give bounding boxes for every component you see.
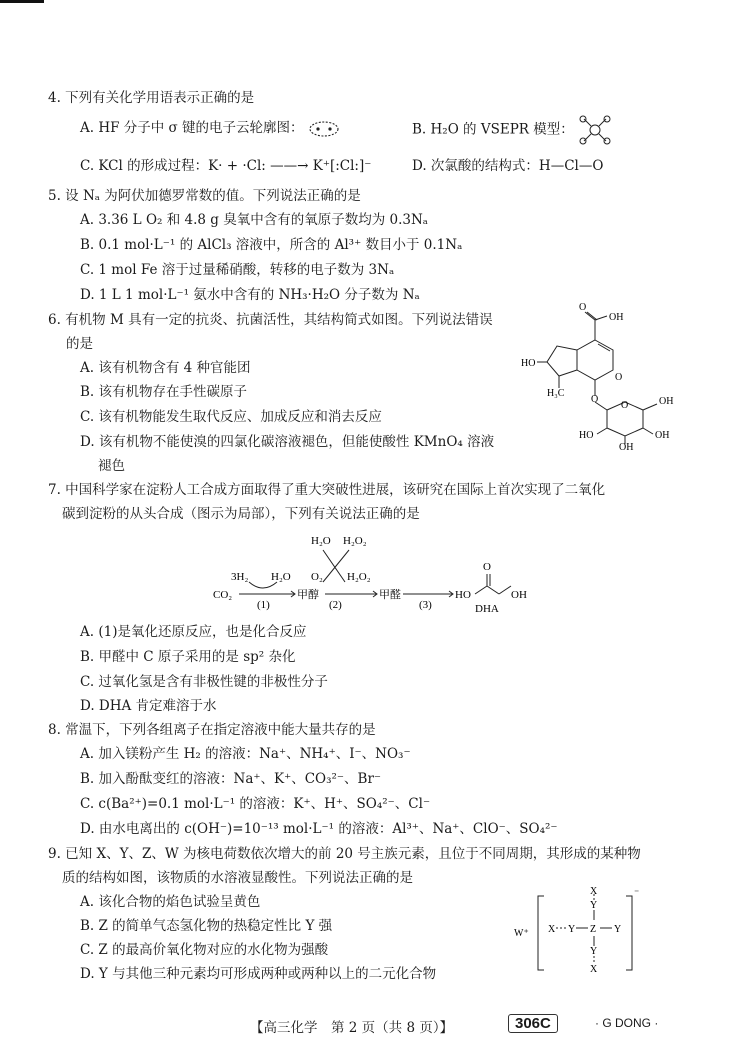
q7-reaction-scheme — [205, 524, 535, 616]
q6-structure-diagram — [521, 298, 715, 453]
q9-struct-y-top: Y — [590, 900, 598, 911]
q6-struct-ho-left: HO — [579, 430, 594, 441]
vsepr-model-icon — [578, 116, 612, 144]
q4-option-b — [412, 116, 612, 144]
q7-dha-label: DHA — [475, 603, 499, 615]
q9-struct-y-bottom: Y — [590, 946, 598, 957]
q6-struct-o-sugar: O — [621, 400, 629, 411]
q6-struct-h3c: H₃C — [547, 388, 565, 399]
q7-dha-o: O — [483, 561, 491, 573]
q8-option-c: C. c(Ba²⁺)=0.1 mol·L⁻¹ 的溶液：K⁺、H⁺、SO₄²⁻、Cl⁻ — [80, 796, 431, 812]
q6-option-c: C. 该有机物能发生取代反应、加成反应和消去反应 — [80, 409, 382, 425]
footer-page-info: 【高三化学 第 2 页（共 8 页）】 — [250, 1020, 454, 1036]
q7-methanal: 甲醛 — [379, 589, 401, 601]
q7-methanol: 甲醇 — [297, 589, 319, 601]
q7-dha-oh: OH — [511, 589, 527, 601]
q5-option-b: B. 0.1 mol·L⁻¹ 的 AlCl₃ 溶液中，所含的 Al³⁺ 数目小于 0.1Nₐ — [80, 237, 463, 253]
q9-stem-line2: 质的结构如图，该物质的水溶液显酸性。下列说法正确的是 — [62, 870, 413, 886]
q9-struct-y-left: Y — [568, 924, 576, 935]
q6-struct-oh-bottom: OH — [619, 442, 634, 453]
q9-option-b: B. Z 的简单气态氢化物的热稳定性比 Y 强 — [80, 918, 333, 934]
q7-co2: CO₂ — [213, 589, 233, 601]
q8-option-a: A. 加入镁粉产生 H₂ 的溶液：Na⁺、NH₄⁺、I⁻、NO₃⁻ — [80, 746, 411, 762]
q4-option-a — [80, 116, 340, 138]
q6-option-d-line1: D. 该有机物不能使溴的四氯化碳溶液褪色，但能使酸性 KMnO₄ 溶液 — [80, 434, 495, 450]
q9-option-c: C. Z 的最高价氧化物对应的水化物为强酸 — [80, 942, 329, 958]
q9-structure-diagram — [512, 886, 652, 978]
q7-option-c: C. 过氧化氢是含有非极性键的非极性分子 — [80, 674, 328, 690]
q9-struct-x-left: X — [548, 924, 556, 935]
q6-struct-oh-ch2: OH — [659, 396, 674, 407]
q5-stem: 5. 设 Nₐ 为阿伏加德罗常数的值。下列说法正确的是 — [48, 188, 361, 204]
q7-option-b: B. 甲醛中 C 原子采用的是 sp² 杂化 — [80, 649, 296, 665]
q6-stem-line1: 6. 有机物 M 具有一定的抗炎、抗菌活性，其结构简式如图。下列说法错误 — [48, 312, 493, 328]
q6-struct-cooh-oh: OH — [609, 312, 624, 323]
q7-o2: O₂ — [311, 571, 323, 583]
q8-option-b: B. 加入酚酞变红的溶液：Na⁺、K⁺、CO₃²⁻、Br⁻ — [80, 771, 382, 787]
q9-struct-charge: ⁻ — [634, 888, 640, 899]
q9-struct-x-top: X — [590, 886, 598, 897]
footer-exam-code: 306C — [508, 1014, 558, 1033]
footer-brand: · G DONG · — [595, 1016, 659, 1030]
q6-option-b: B. 该有机物存在手性碳原子 — [80, 384, 248, 400]
sigma-bond-cloud-icon — [308, 120, 340, 138]
q7-dha-ho: HO — [455, 589, 471, 601]
q6-option-a: A. 该有机物含有 4 种官能团 — [80, 360, 251, 376]
q7-h2o2: H₂O₂ — [347, 571, 371, 583]
q7-step2: (2) — [329, 599, 342, 611]
q5-option-a: A. 3.36 L O₂ 和 4.8 g 臭氧中含有的氧原子数均为 0.3Nₐ — [80, 212, 428, 228]
q9-option-d: D. Y 与其他三种元素均可形成两种或两种以上的二元化合物 — [80, 966, 437, 982]
q9-struct-x-bottom: X — [590, 964, 598, 975]
q8-option-d: D. 由水电离出的 c(OH⁻)=10⁻¹³ mol·L⁻¹ 的溶液：Al³⁺、Na⁺、ClO⁻、SO₄²⁻ — [80, 821, 558, 837]
q4-option-c: C. KCl 的形成过程：K· + ·Cl: ——→ K⁺[:Cl:]⁻ — [80, 158, 372, 174]
top-edge-mark — [0, 0, 44, 3]
q7-step1: (1) — [257, 599, 270, 611]
q7-h2o2-top: H₂O₂ — [343, 535, 367, 547]
q7-3h2: 3H₂ — [231, 571, 249, 583]
q7-step3: (3) — [419, 599, 432, 611]
q6-struct-o-carbonyl: O — [579, 302, 587, 313]
q6-stem-line2: 的是 — [66, 336, 93, 352]
q4-option-d: D. 次氯酸的结构式：H—Cl—O — [412, 158, 604, 174]
q7-h2o: H₂O — [271, 571, 291, 583]
q6-struct-ho: HO — [521, 358, 536, 369]
q6-struct-o-ring: O — [615, 372, 623, 383]
q9-struct-w: W⁺ — [514, 928, 529, 939]
q6-option-d-line2: 褪色 — [98, 458, 125, 474]
q6-struct-o-glyco: O — [591, 394, 599, 405]
q7-option-a: A. (1)是氧化还原反应，也是化合反应 — [80, 624, 307, 640]
q4-stem: 4. 下列有关化学用语表示正确的是 — [48, 90, 255, 106]
q8-stem: 8. 常温下，下列各组离子在指定溶液中能大量共存的是 — [48, 722, 376, 738]
q5-option-d: D. 1 L 1 mol·L⁻¹ 氨水中含有的 NH₃·H₂O 分子数为 Nₐ — [80, 287, 420, 303]
q7-option-d: D. DHA 肯定难溶于水 — [80, 698, 217, 714]
q9-struct-z: Z — [590, 924, 597, 935]
q9-struct-y-right: Y — [614, 924, 622, 935]
q7-stem-line1: 7. 中国科学家在淀粉人工合成方面取得了重大突破性进展，该研究在国际上首次实现了二氧化 — [48, 482, 606, 498]
q7-h2o-top: H₂O — [311, 535, 331, 547]
q9-stem-line1: 9. 已知 X、Y、Z、W 为核电荷数依次增大的前 20 号主族元素，且位于不同周期，其形成的某种物 — [48, 846, 641, 862]
q9-option-a: A. 该化合物的焰色试验呈黄色 — [80, 894, 261, 910]
q4-option-a-text: A. HF 分子中 σ 键的电子云轮廓图： — [80, 120, 304, 136]
q5-option-c: C. 1 mol Fe 溶于过量稀硝酸，转移的电子数为 3Nₐ — [80, 262, 395, 278]
page-footer — [0, 1014, 752, 1036]
q7-stem-line2: 碳到淀粉的从头合成（图示为局部），下列有关说法正确的是 — [62, 506, 420, 522]
q4-option-b-text: B. H₂O 的 VSEPR 模型： — [412, 121, 574, 138]
q6-struct-oh-right: OH — [655, 430, 670, 441]
